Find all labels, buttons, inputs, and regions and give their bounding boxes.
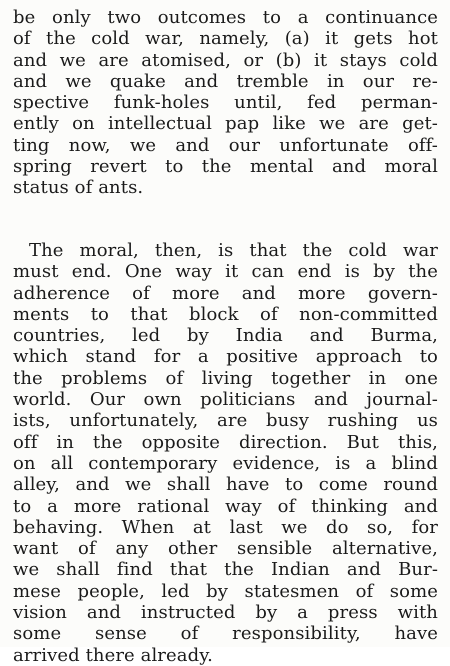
- text-line: we shall find that the Indian and Bur-: [13, 559, 438, 581]
- text-line: want of any other sensible alternative,: [13, 538, 438, 560]
- text-line: of the cold war, namely, (a) it gets hot: [13, 28, 438, 50]
- text-line: vision and instructed by a press with: [13, 602, 438, 624]
- text-line: and we quake and tremble in our re-: [13, 70, 438, 92]
- text-line: and we are atomised, or (b) it stays cold: [13, 49, 438, 71]
- text-line: ists, unfortunately, are busy rushing us: [13, 410, 438, 432]
- paragraph-1: [0, 7, 450, 199]
- text-line: mese people, led by statesmen of some: [13, 580, 438, 602]
- text-line: ting now, we and our unfortunate off-: [13, 134, 438, 156]
- text-line: ments to that block of non-committed: [13, 303, 438, 325]
- text-line: The moral, then, is that the cold war: [29, 240, 438, 261]
- text-line: spring revert to the mental and moral: [13, 156, 438, 178]
- text-line: arrived there already.: [13, 644, 213, 666]
- text-line: alley, and we shall have to come round: [13, 474, 438, 496]
- text-line: spective funk-holes until, fed perman-: [13, 92, 438, 114]
- text-line: adherence of more and more govern-: [13, 282, 438, 304]
- text-line: the problems of living together in one: [13, 367, 438, 389]
- paragraph-2: [0, 240, 450, 666]
- text-line: some sense of responsibility, have: [13, 623, 438, 645]
- text-line: ently on intellectual pap like we are get-: [13, 113, 438, 135]
- text-line: be only two outcomes to a continuance: [13, 7, 438, 28]
- text-line: off in the opposite direction. But this,: [13, 431, 438, 453]
- text-line: behaving. When at last we do so, for: [13, 516, 438, 538]
- text-line: on all contemporary evidence, is a blind: [13, 452, 438, 474]
- text-line: status of ants.: [13, 177, 144, 199]
- text-line: world. Our own politicians and journal-: [13, 389, 438, 411]
- text-line: to a more rational way of thinking and: [13, 495, 438, 517]
- text-line: countries, led by India and Burma,: [13, 325, 438, 347]
- text-line: which stand for a positive approach to: [13, 346, 438, 368]
- text-line: must end. One way it can end is by the: [13, 261, 438, 283]
